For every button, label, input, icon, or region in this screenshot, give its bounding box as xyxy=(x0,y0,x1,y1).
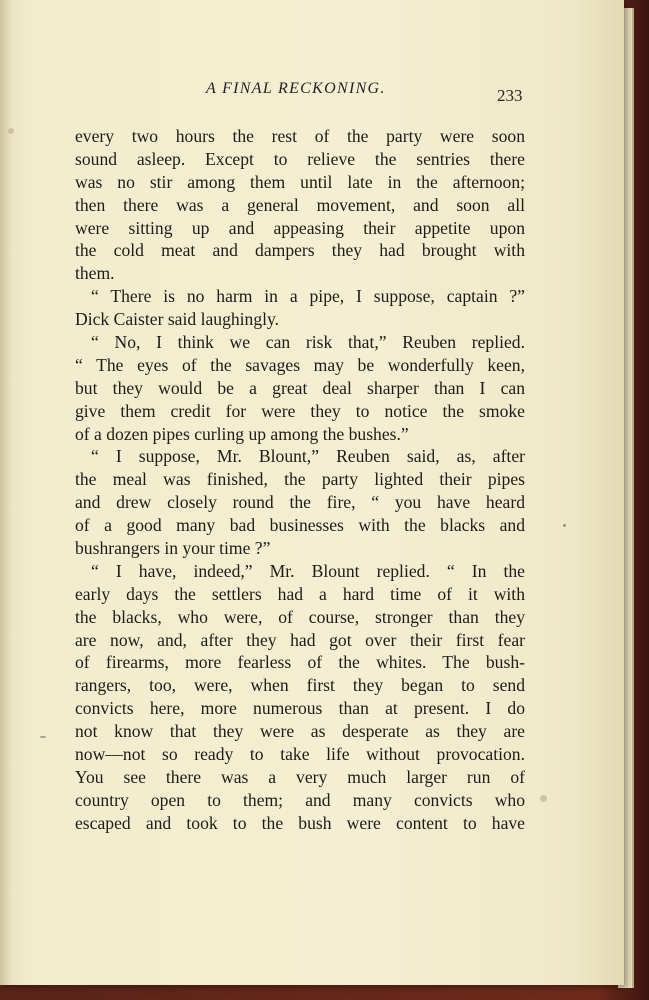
paper-speck xyxy=(563,524,566,527)
body-text xyxy=(75,125,525,835)
text-line: “ No, I think we can risk that,” Reuben replied. xyxy=(91,332,525,353)
text-line: rangers, too, were, when first they began to send xyxy=(75,675,525,696)
text-line: not know that they were as desperate as they are xyxy=(75,721,525,742)
text-line: the meal was finished, the party lighted their pipes xyxy=(75,469,525,490)
text-line: every two hours the rest of the party were soon xyxy=(75,126,525,146)
text-line: then there was a general movement, and soon all xyxy=(75,194,525,215)
text-line: of a good many bad businesses with the blacks and xyxy=(75,515,525,536)
text-line: give them credit for were they to notice the smoke xyxy=(75,400,525,421)
text-line: now—not so ready to take life without provocation. xyxy=(75,744,525,765)
paper-speck xyxy=(8,128,14,134)
text-line: the blacks, who were, of course, stronger than they xyxy=(75,606,525,627)
text-line: Dick Caister said laughingly. xyxy=(75,309,280,330)
text-line: escaped and took to the bush were content to have xyxy=(75,812,525,833)
page-number: 233 xyxy=(497,86,523,105)
text-line: “ There is no harm in a pipe, I suppose, captain ?” xyxy=(91,286,525,307)
text-line: was no stir among them until late in the afternoon; xyxy=(75,171,525,192)
text-line: of a dozen pipes curling up among the bushes.” xyxy=(75,423,409,444)
text-line: bushrangers in your time ?” xyxy=(75,538,271,559)
text-line: country open to them; and many convicts who xyxy=(75,789,525,810)
text-line: of firearms, more fearless of the whites. The bush- xyxy=(75,652,525,673)
paper-speck xyxy=(540,795,547,802)
text-line: “ The eyes of the savages may be wonderfully keen, xyxy=(75,354,525,375)
running-head-title: A FINAL RECKONING. xyxy=(206,80,386,97)
text-line: were sitting up and appeasing their appetite upon xyxy=(75,217,525,238)
text-line: and drew closely round the fire, “ you have heard xyxy=(75,492,525,513)
text-line: them. xyxy=(75,263,115,284)
paper-speck xyxy=(40,736,46,738)
text-line: are now, and, after they had got over their first fear xyxy=(75,629,525,650)
text-line: “ I suppose, Mr. Blount,” Reuben said, as, after xyxy=(91,446,525,467)
text-line: sound asleep. Except to relieve the sentries there xyxy=(75,148,525,169)
text-line: early days the settlers had a hard time of it with xyxy=(75,583,525,604)
text-line: You see there was a very much larger run of xyxy=(75,766,525,787)
spine-shadow xyxy=(0,0,12,985)
text-line: convicts here, more numerous than at present. I do xyxy=(75,698,525,719)
text-line: the cold meat and dampers they had brought with xyxy=(75,240,525,261)
text-line: but they would be a great deal sharper than I can xyxy=(75,377,525,398)
text-line: “ I have, indeed,” Mr. Blount replied. “ In the xyxy=(91,560,525,581)
running-head xyxy=(0,80,624,105)
